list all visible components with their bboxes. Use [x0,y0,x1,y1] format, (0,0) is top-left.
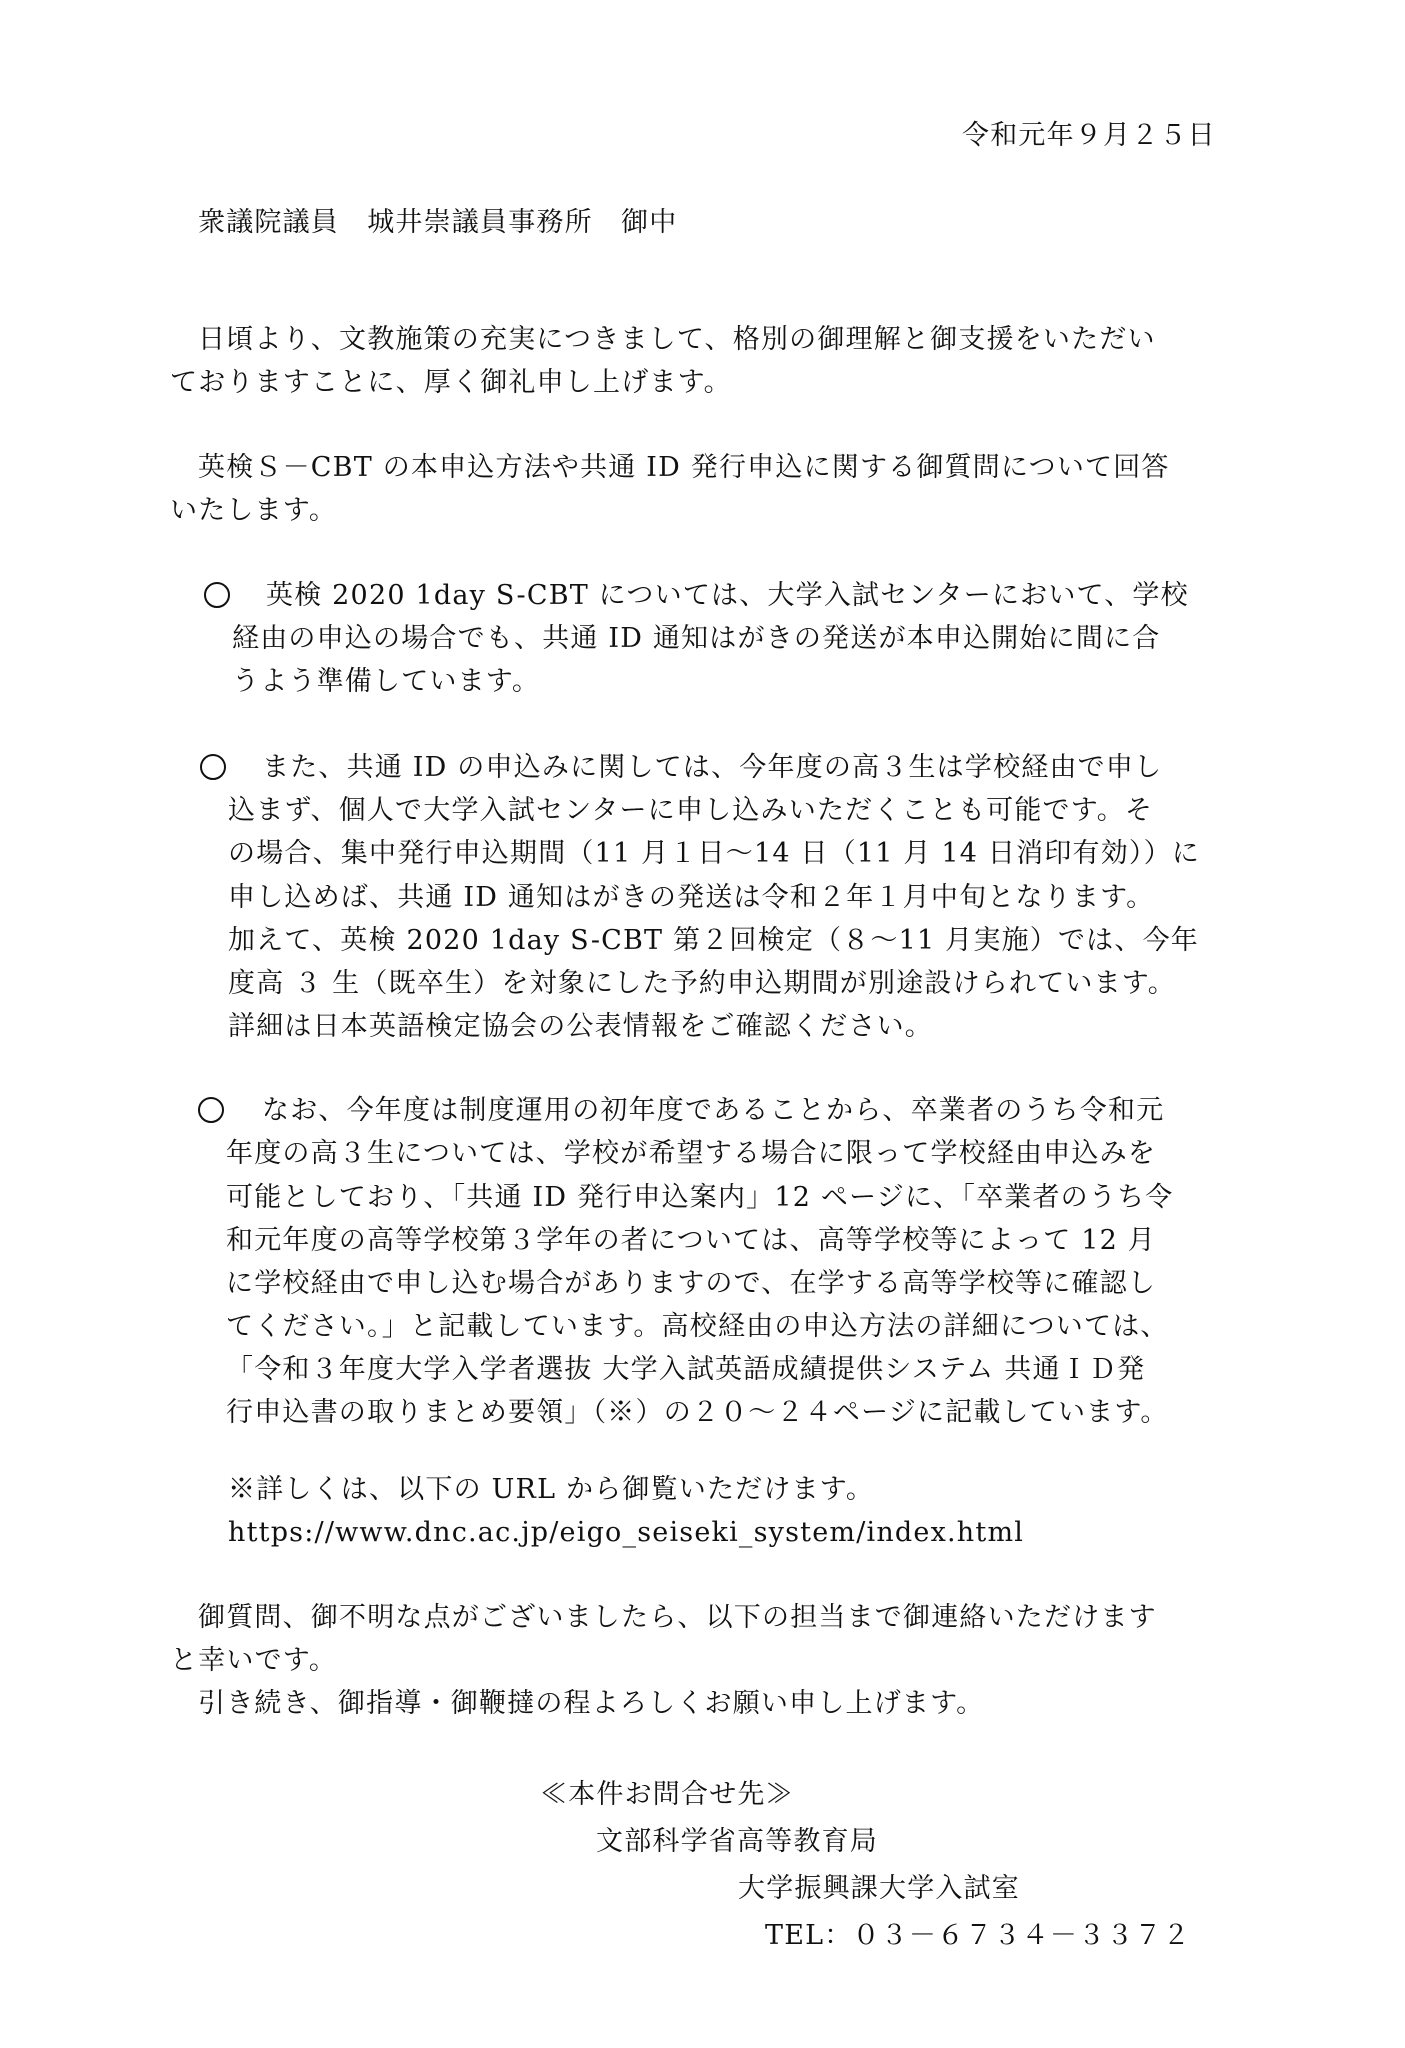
circle-bullet-icon [200,754,226,780]
item-line: なお、今年度は制度運用の初年度であることから、卒業者のうち令和元 [262,1095,1165,1126]
item-line: に学校経由で申し込む場合がありますので、在学する高等学校等に確認し [226,1268,1157,1299]
closing-line: と幸いです。 [170,1645,338,1676]
contact-heading: ≪本件お問合せ先≫ [540,1779,794,1810]
item-line: また、共通 ID の申込みに関しては、今年度の高３生は学校経由で申し [262,752,1163,783]
addressee: 衆議院議員 城井崇議員事務所 御中 [198,207,678,238]
contact-tel: TEL：０３－６７３４－３３７２ [765,1920,1191,1951]
item-line: 年度の高３生については、学校が希望する場合に限って学校経由申込みを [226,1138,1157,1169]
item-line: てください。」と記載しています。高校経由の申込方法の詳細については、 [226,1311,1169,1342]
item-line: 経由の申込の場合でも、共通 ID 通知はがきの発送が本申込開始に間に合 [232,623,1161,654]
contact-office: 大学振興課大学入試室 [738,1873,1020,1904]
circle-bullet-icon [198,1097,224,1123]
item-line: うよう準備しています。 [232,666,541,697]
item-line: 可能としており、「共通 ID 発行申込案内」12 ページに、「卒業者のうち令 [226,1182,1174,1213]
item-line: 和元年度の高等学校第３学年の者については、高等学校等によって 12 月 [226,1225,1156,1256]
item-line: 行申込書の取りまとめ要領」（※）の２０～２４ページに記載しています。 [226,1397,1169,1428]
item-line: 度高 ３ 生（既卒生）を対象にした予約申込期間が別途設けられています。 [228,968,1177,999]
item-line: 英検 2020 1day S-CBT については、大学入試センターにおいて、学校 [266,580,1189,611]
item-line: の場合、集中発行申込期間（11 月１日～14 日（11 月 14 日消印有効））に [228,838,1201,869]
item-line: 申し込めば、共通 ID 通知はがきの発送は令和２年１月中旬となります。 [228,882,1155,913]
note-text: ※詳しくは、以下の URL から御覧いただけます。 [228,1474,875,1505]
purpose-line: 英検Ｓ－CBT の本申込方法や共通 ID 発行申込に関する御質問について回答 [198,452,1170,483]
item-line: 「令和３年度大学入学者選抜 大学入試英語成績提供システム 共通ＩＤ発 [226,1354,1146,1385]
item-line: 加えて、英検 2020 1day S-CBT 第２回検定（８～11 月実施）では、今年 [228,925,1199,956]
item-line: 込まず、個人で大学入試センターに申し込みいただくことも可能です。そ [228,795,1154,826]
intro-line: 日頃より、文教施策の充実につきまして、格別の御理解と御支援をいただい [198,324,1156,355]
intro-line: ておりますことに、厚く御礼申し上げます。 [170,367,732,398]
closing-line: 引き続き、御指導・御鞭撻の程よろしくお願い申し上げます。 [198,1688,985,1719]
document-date: 令和元年９月２５日 [962,120,1216,151]
contact-bureau: 文部科学省高等教育局 [596,1826,878,1857]
purpose-line: いたします。 [170,495,338,526]
reference-url[interactable]: https://www.dnc.ac.jp/eigo_seiseki_system/index.html [228,1517,1025,1548]
closing-line: 御質問、御不明な点がございましたら、以下の担当まで御連絡いただけます [198,1602,1157,1633]
item-line: 詳細は日本英語検定協会の公表情報をご確認ください。 [228,1011,933,1042]
circle-bullet-icon [204,582,230,608]
